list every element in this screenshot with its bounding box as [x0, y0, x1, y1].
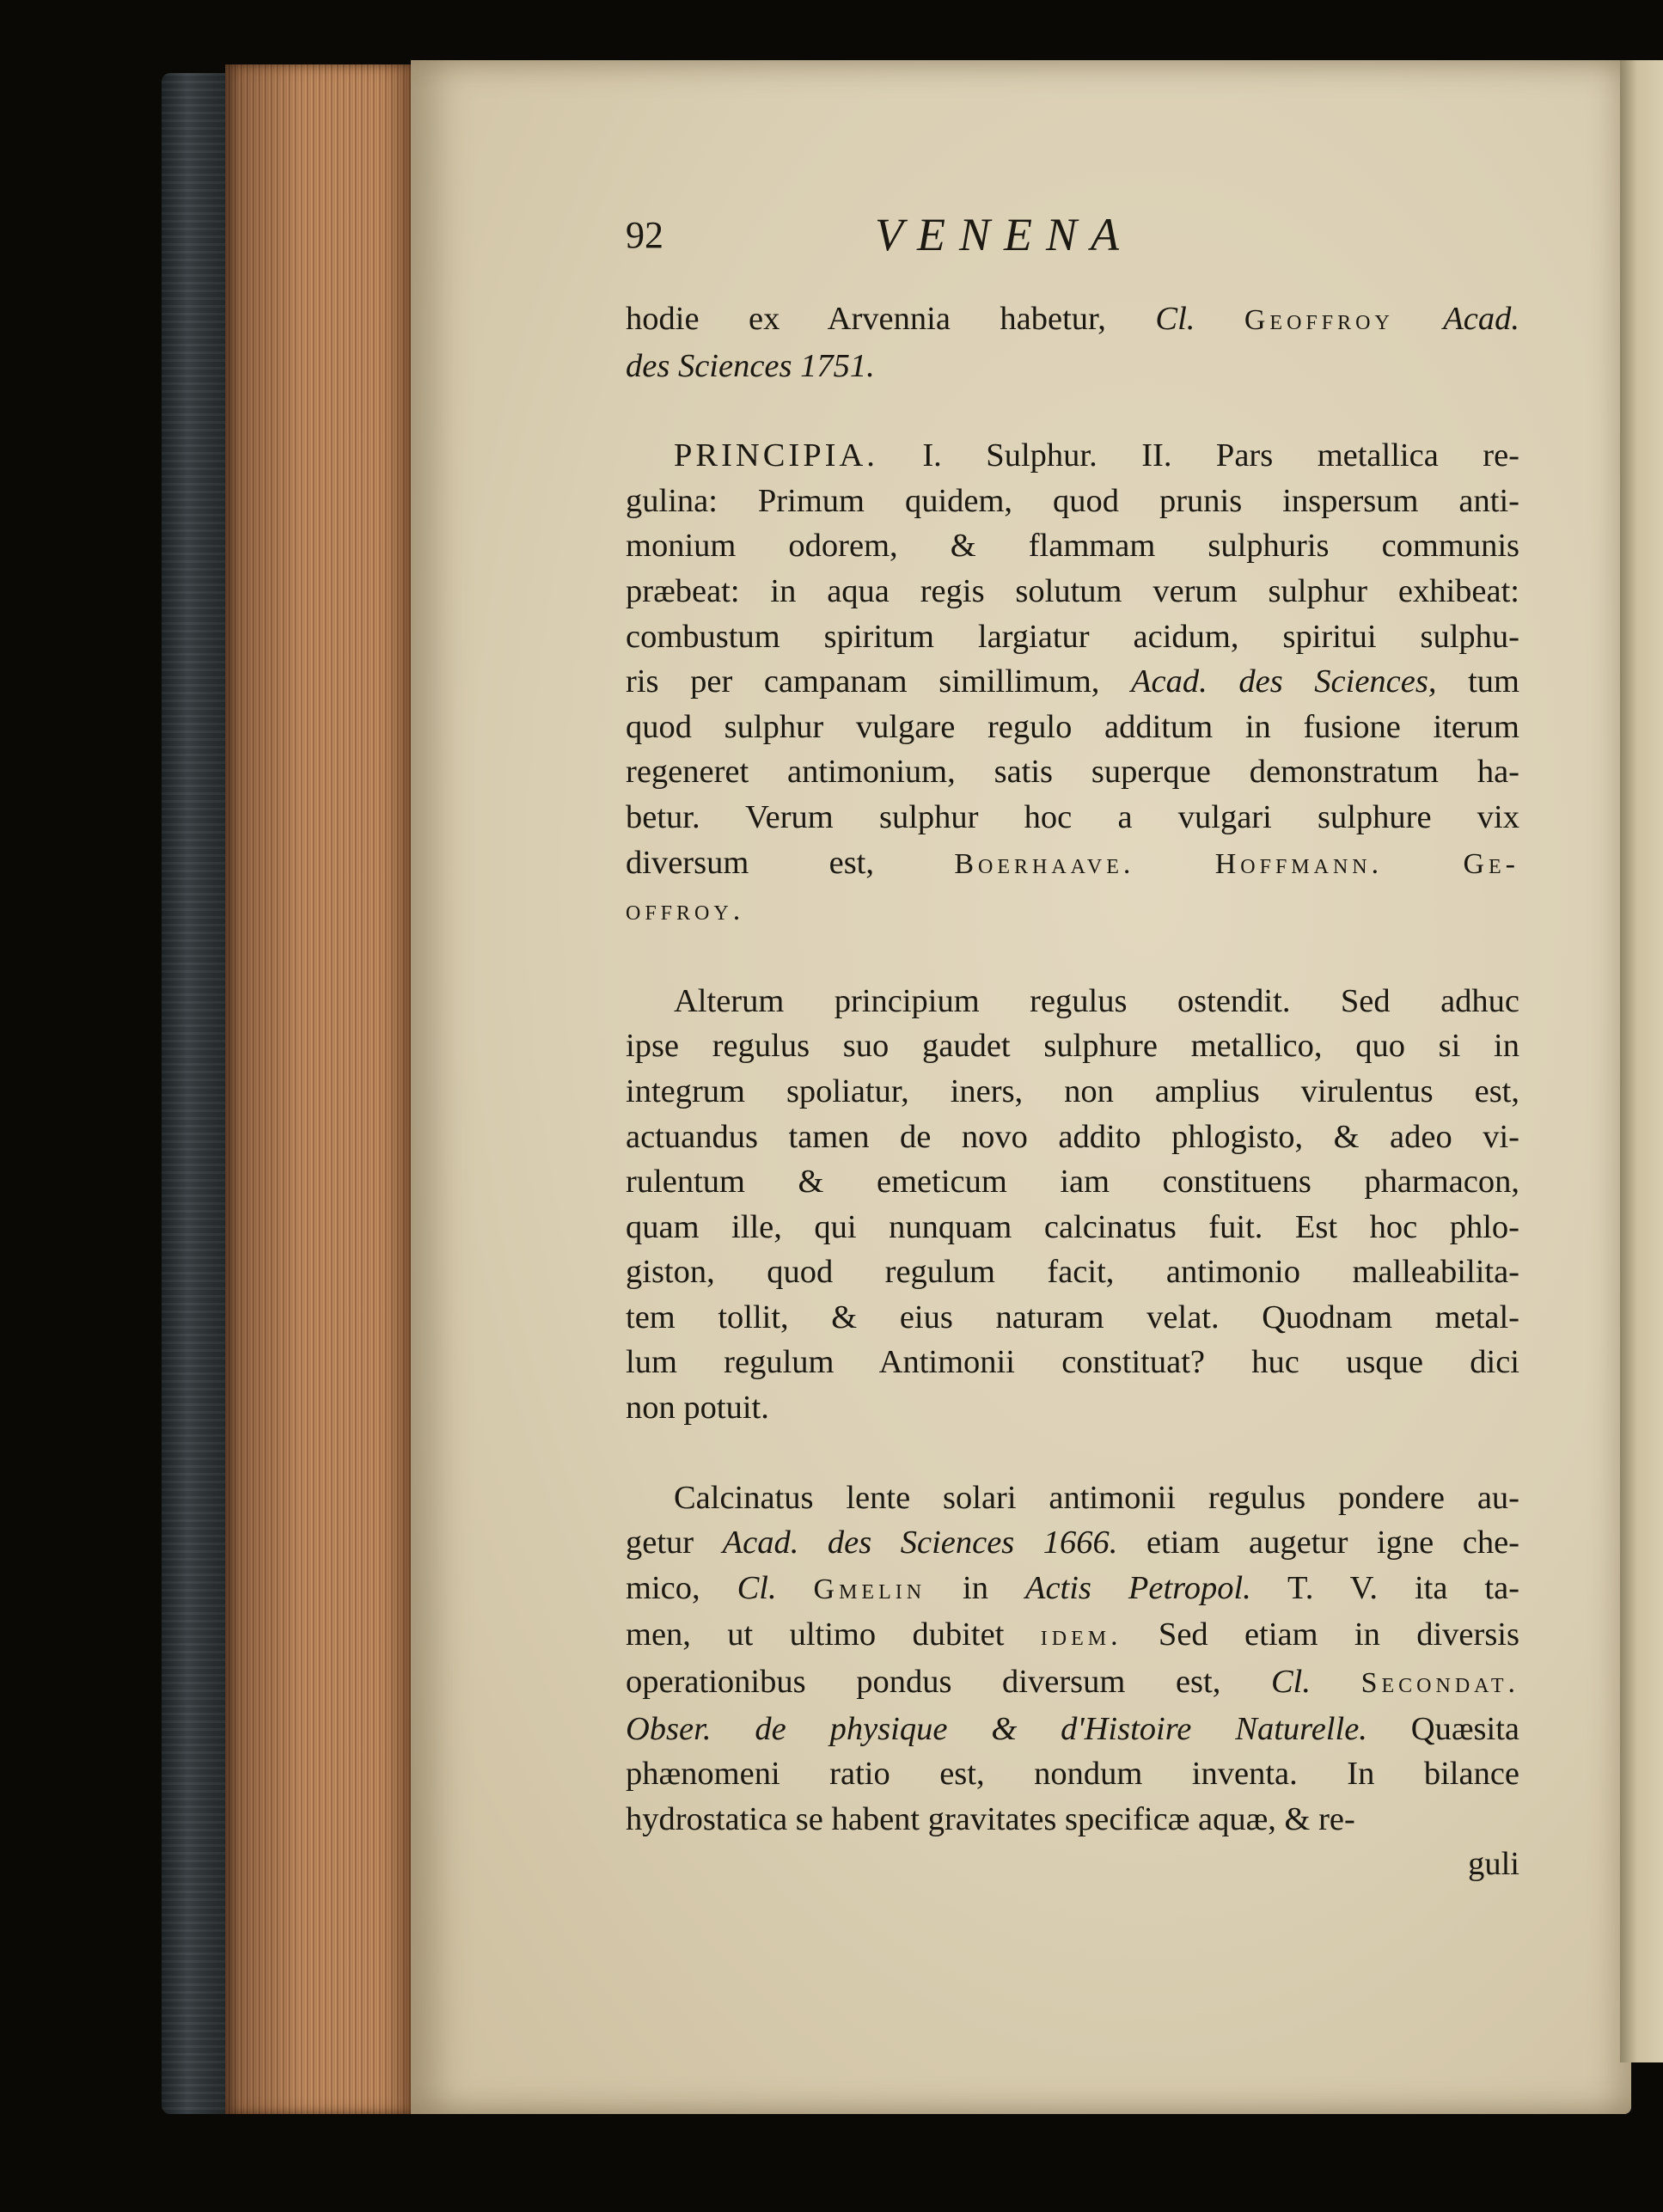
paragraph-gap — [626, 934, 1519, 979]
text-run: Ge- — [1463, 847, 1520, 880]
text-line — [626, 1159, 1519, 1205]
text-line — [626, 614, 1519, 660]
text-run: Acad. des Sciences, — [1131, 663, 1437, 700]
text-line — [626, 523, 1519, 569]
text-run: quam ille, qui nunquam calcinatus fuit. Est hoc phlo- — [626, 1208, 1519, 1245]
text-run: præbeat: in aqua regis solutum verum sulphur exhibeat: — [626, 572, 1519, 609]
text-line — [626, 705, 1519, 750]
text-run: Boerhaave. — [954, 847, 1135, 880]
text-line — [626, 1659, 1519, 1707]
text-run: monium odorem, & flammam sulphuris communis — [626, 528, 1519, 565]
text-line — [626, 659, 1519, 705]
page-number: 92 — [626, 214, 663, 256]
text-run: rulentum & emeticum iam constituens pharmacon, — [626, 1164, 1519, 1201]
text-run: operationibus pondus diversum est, — [626, 1664, 1271, 1701]
text-line — [626, 1797, 1519, 1842]
text-line — [626, 1707, 1519, 1752]
text-run: I. Sulphur. II. Pars metallica re- — [877, 437, 1519, 474]
text-line — [626, 979, 1519, 1024]
text-run — [1134, 845, 1214, 881]
text-run: giston, quod regulum facit, antimonio malleabilita- — [626, 1254, 1519, 1291]
text-run: Acad. — [1443, 301, 1519, 337]
text-line — [626, 1115, 1519, 1160]
text-run — [1383, 845, 1463, 881]
text-run: gulina: Primum quidem, quod prunis inspersum anti- — [626, 482, 1519, 519]
text-run: regeneret antimonium, satis superque demonstratum ha- — [626, 754, 1519, 791]
text-run: diversum est, — [626, 844, 955, 881]
text-run: Cl. — [737, 1569, 777, 1606]
text-run: tum — [1436, 663, 1519, 700]
text-line — [626, 569, 1519, 614]
text-run: Actis Petropol. — [1024, 1569, 1251, 1606]
paragraph — [626, 1476, 1519, 1842]
text-run: hydrostatica se habent gravitates specificæ aquæ, & re- — [626, 1800, 1355, 1837]
text-run: des Sciences 1751. — [626, 347, 875, 384]
text-run: combustum spiritum largiatur acidum, spiritui sulphu- — [626, 618, 1519, 655]
text-line — [626, 840, 1519, 888]
running-title: VENENA — [875, 209, 1133, 260]
text-run: Hoffmann. — [1214, 847, 1384, 880]
text-run — [777, 1570, 814, 1606]
text-run — [1195, 301, 1244, 337]
text-line — [626, 1566, 1519, 1613]
text-line — [626, 479, 1519, 524]
text-run: quod sulphur vulgare regulo additum in fusione iterum — [626, 708, 1519, 745]
text-run: non potuit. — [626, 1390, 769, 1427]
text-line — [626, 1295, 1519, 1341]
text-run: Gmelin — [813, 1573, 926, 1605]
text-run — [1311, 1664, 1361, 1700]
paragraph — [626, 979, 1519, 1431]
text-run: getur — [626, 1525, 723, 1561]
text-run: Calcinatus lente solari antimonii regulus pondere au- — [674, 1479, 1519, 1516]
facing-page-edge — [1620, 60, 1663, 2062]
text-run: Quæsita — [1366, 1710, 1520, 1747]
text-line — [626, 1340, 1519, 1385]
text-line — [626, 1069, 1519, 1115]
text-run: Cl. — [1270, 1664, 1311, 1701]
text-run: offroy. — [626, 895, 745, 927]
text-run: Acad. des Sciences 1666. — [722, 1525, 1118, 1561]
text-line — [626, 296, 1519, 344]
paragraph — [626, 433, 1519, 934]
text-run: Sed etiam in diversis — [1122, 1616, 1519, 1653]
paragraph-gap — [626, 388, 1519, 433]
text-run: mico, — [626, 1569, 737, 1606]
text-run: phænomeni ratio est, nondum inventa. In bilance — [626, 1756, 1519, 1793]
text-run: idem. — [1040, 1620, 1122, 1653]
text-run: actuandus tamen de novo addito phlogisto, & adeo vi- — [626, 1118, 1519, 1155]
text-line — [626, 433, 1519, 479]
text-line — [626, 1520, 1519, 1566]
text-run: Secondat. — [1360, 1667, 1520, 1700]
text-run: tem tollit, & eius naturam velat. Quodnam metal- — [626, 1298, 1519, 1335]
text-run: integrum spoliatur, iners, non amplius virulentus est, — [626, 1072, 1519, 1109]
text-run: betur. Verum sulphur hoc a vulgari sulphure vix — [626, 798, 1519, 835]
text-line — [626, 1612, 1519, 1659]
text-run: etiam augetur igne che- — [1117, 1525, 1519, 1561]
paragraph-gap — [626, 1431, 1519, 1476]
text-run: in — [926, 1569, 1025, 1606]
text-line — [626, 1385, 1519, 1431]
catchword: guli — [1468, 1846, 1519, 1883]
text-line — [626, 1250, 1519, 1295]
paragraph — [626, 296, 1519, 388]
text-run: Obser. de physique & d'Histoire Naturelle. — [626, 1710, 1367, 1747]
text-run: hodie ex Arvennia habetur, — [626, 301, 1156, 337]
page-body — [626, 296, 1519, 1887]
text-line — [626, 1205, 1519, 1250]
page-edges-shade — [225, 64, 419, 2114]
text-run: Cl. — [1155, 301, 1195, 337]
text-run: Alterum principium regulus ostendit. Sed adhuc — [674, 982, 1519, 1019]
text-line — [626, 749, 1519, 795]
text-line — [626, 887, 1519, 934]
text-run: T. V. ita ta- — [1250, 1569, 1520, 1606]
text-line — [626, 1751, 1519, 1797]
text-run: lum regulum Antimonii constituat? huc usque dici — [626, 1344, 1519, 1381]
text-run: Geoffroy — [1244, 304, 1394, 336]
text-line — [626, 1024, 1519, 1069]
text-line — [626, 795, 1519, 840]
text-run: men, ut ultimo dubitet — [626, 1616, 1041, 1653]
text-run: PRINCIPIA. — [674, 437, 878, 474]
text-run: ris per campanam simillimum, — [626, 663, 1132, 700]
text-run: ipse regulus suo gaudet sulphure metallico, quo si in — [626, 1028, 1519, 1065]
text-line — [626, 344, 1519, 389]
page-header — [626, 209, 1519, 265]
text-run — [1394, 301, 1443, 337]
text-line — [626, 1476, 1519, 1521]
